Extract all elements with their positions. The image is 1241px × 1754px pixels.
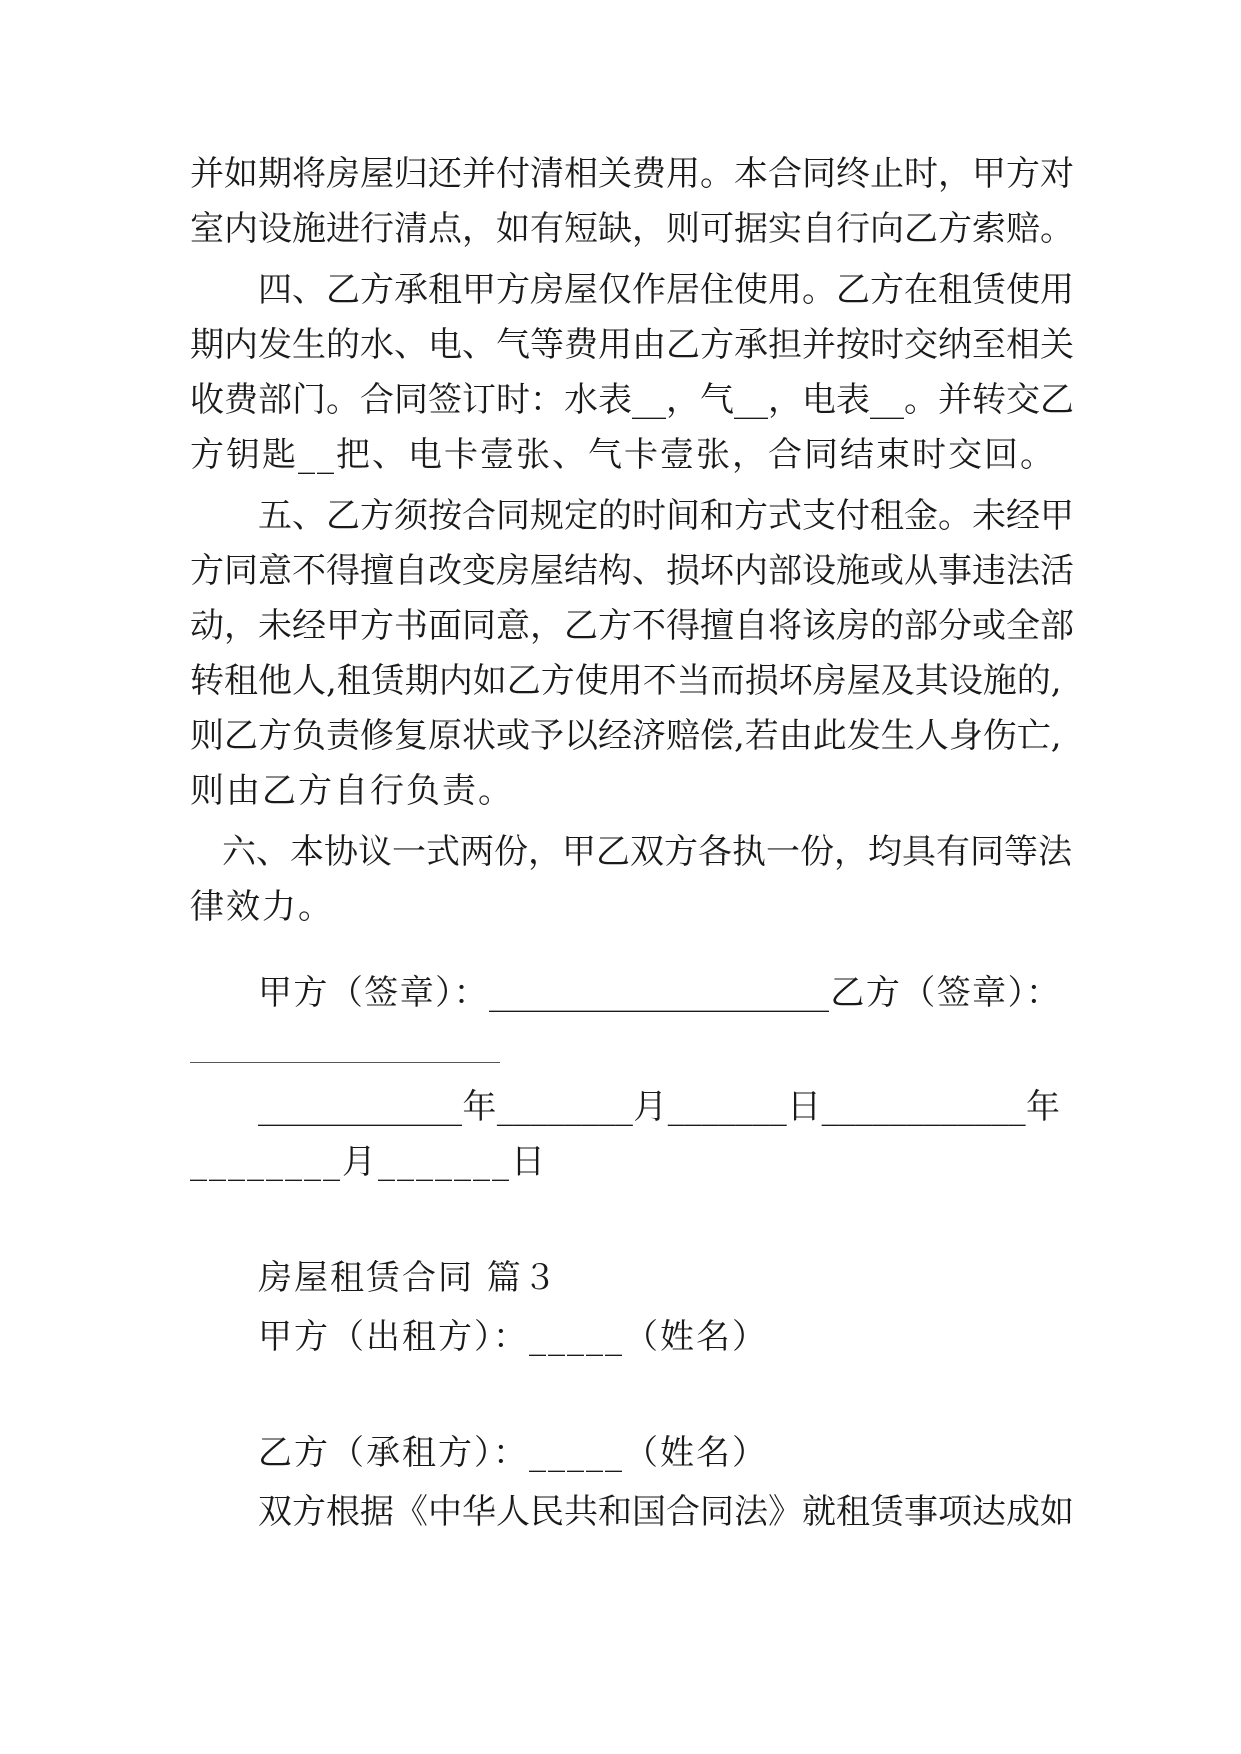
text-line: 室内设施进行清点，如有短缺，则可据实自行向乙方索赔。 (190, 209, 1074, 249)
text-line: 双方根据《中华人民共和国合同法》就租赁事项达成如 (258, 1492, 1074, 1532)
text-line: 六、本协议一式两份，甲乙双方各执一份，均具有同等法 (222, 832, 1072, 872)
signature-line: 甲方（签章）：____________________乙方（签章）： (258, 973, 1060, 1013)
party-a-line: 甲方（出租方）：_____（姓名） (258, 1317, 768, 1357)
text-line: 四、乙方承租甲方房屋仅作居住使用。乙方在租赁使用 (258, 270, 1074, 310)
text-line: 收费部门。合同签订时：水表__，气__，电表__。并转交乙 (190, 380, 1074, 420)
text-line: 期内发生的水、电、气等费用由乙方承担并按时交纳至相关 (190, 325, 1074, 365)
text-line: 律效力。 (190, 887, 334, 927)
party-b-line: 乙方（承租方）：_____（姓名） (258, 1433, 768, 1473)
date-line: ________月_______日 (190, 1142, 547, 1182)
text-line: 则乙方负责修复原状或予以经济赔偿,若由此发生人身伤亡, (190, 716, 1062, 756)
date-line: ____________年________月_______日____________年 (258, 1087, 1060, 1127)
text-line: 并如期将房屋归还并付清相关费用。本合同终止时，甲方对 (190, 154, 1074, 194)
text-line: 方钥匙__把、电卡壹张、气卡壹张，合同结束时交回。 (190, 435, 1056, 475)
text-line: 五、乙方须按合同规定的时间和方式支付租金。未经甲 (258, 496, 1074, 536)
text-line: 转租他人,租赁期内如乙方使用不当而损坏房屋及其设施的, (190, 661, 1062, 701)
signature-blank (190, 1062, 500, 1063)
section-title: 房屋租赁合同 篇３ (258, 1258, 559, 1298)
text-line: 则由乙方自行负责。 (190, 771, 514, 811)
text-line: 方同意不得擅自改变房屋结构、损坏内部设施或从事违法活 (190, 551, 1074, 591)
text-line: 动，未经甲方书面同意，乙方不得擅自将该房的部分或全部 (190, 606, 1074, 646)
